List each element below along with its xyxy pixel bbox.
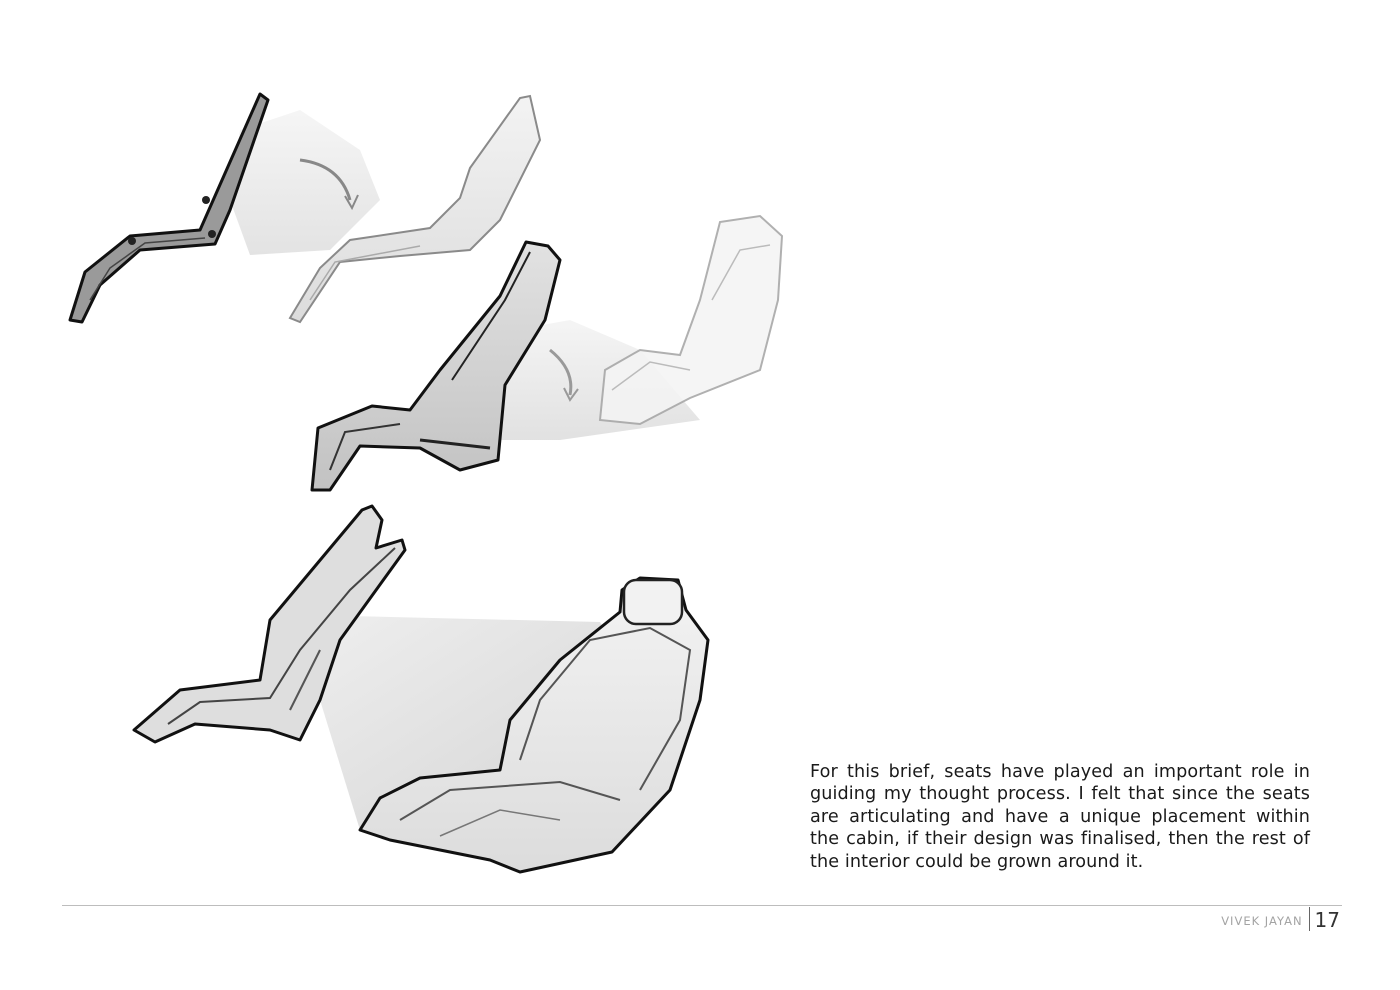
description-paragraph: For this brief, seats have played an important role in guiding my thought process. I felt that since the seats are articulating and have a unique placement within the cabin, if their design was finalised, then the rest of the interior could be grown around it. xyxy=(810,761,1310,872)
footer-divider xyxy=(62,905,1342,906)
page-footer xyxy=(1221,905,1340,931)
full-seat-sketch xyxy=(134,506,708,872)
author-name: VIVEK JAYAN xyxy=(1221,914,1303,928)
folded-seat-sketch xyxy=(70,94,540,322)
page-number: 17 xyxy=(1314,908,1340,932)
